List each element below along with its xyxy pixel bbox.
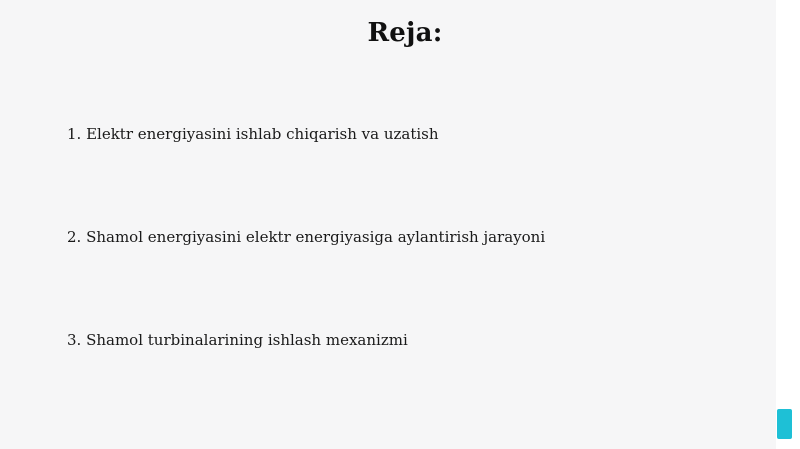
- plan-item-2: 2. Shamol energiyasini elektr energiyasiga aylantirish jarayoni: [67, 228, 546, 246]
- scrollbar-track[interactable]: [776, 0, 800, 449]
- plan-item-1: 1. Elektr energiyasini ishlab chiqarish va uzatish: [67, 125, 439, 143]
- plan-item-3: 3. Shamol turbinalarining ishlash mexanizmi: [67, 331, 408, 349]
- slide-title: Reja:: [367, 18, 443, 48]
- scrollbar-thumb[interactable]: [777, 409, 792, 439]
